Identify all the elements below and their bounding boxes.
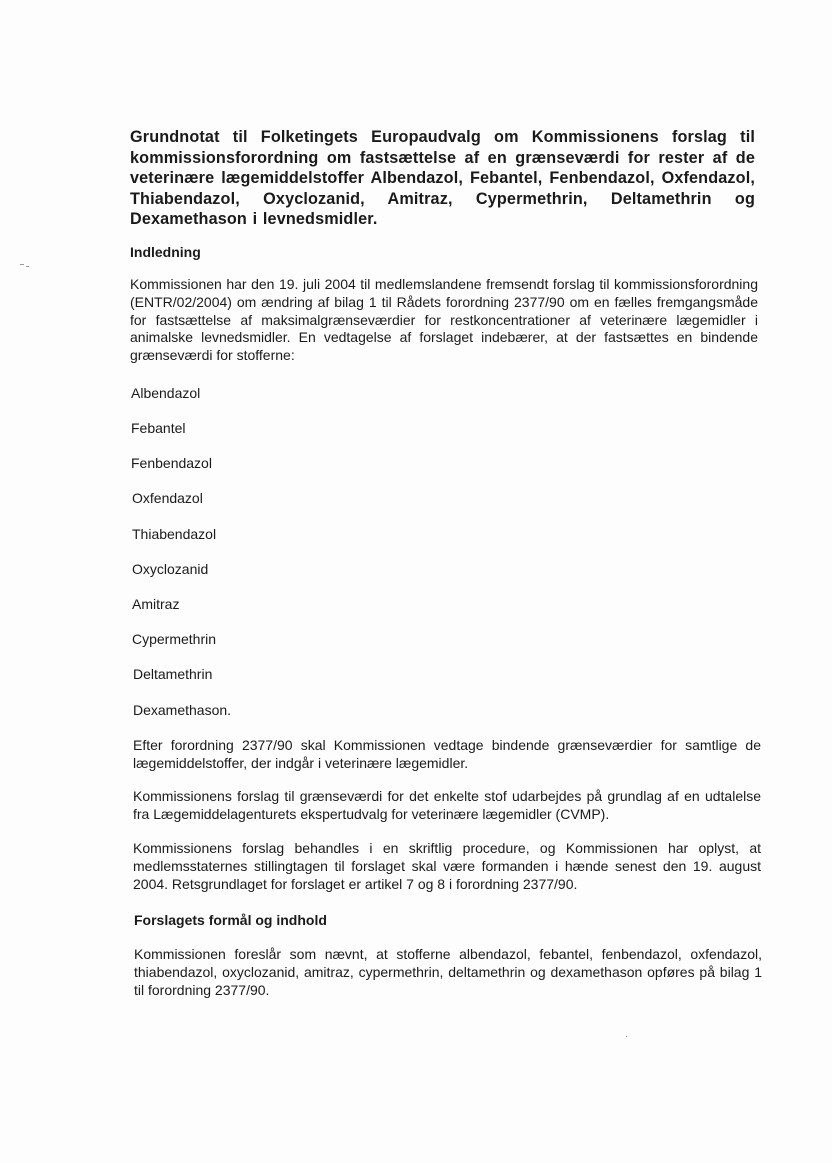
list-item: Dexamethason. (133, 702, 232, 718)
list-item: Fenbendazol (131, 455, 212, 471)
purpose-paragraph: Kommissionen foreslår som nævnt, at stofferne albendazol, febantel, fenbendazol, oxfendazol, thiabendazol, oxyclozanid, amitraz, cypermethrin, deltamethrin og dexamethason opføres på bilag 1 til forordning 2377/90. (134, 946, 762, 998)
paragraph-forordning: Efter forordning 2377/90 skal Kommissionen vedtage bindende grænseværdier for samtlige de lægemiddelstoffer, der indgår i veterinære lægemidler. (133, 737, 761, 771)
intro-paragraph: Kommissionen har den 19. juli 2004 til medlemslandene fremsendt forslag til kommissionsforordning (ENTR/02/2004) om ændring af bilag 1 til Rådets forordning 2377/90 om en fælles fremgangsmåde for fastsættelse af maksimalgrænseværdier for restkoncentrationer af veterinære lægemidler i animalske levnedsmidler. En vedtagelse af forslaget indebærer, at der fastsættes en bindende grænseværdi for stofferne: (130, 276, 758, 364)
list-item: Amitraz (132, 596, 180, 612)
scan-speck (20, 264, 24, 265)
scan-speck (626, 1036, 627, 1037)
paragraph-cvmp: Kommissionens forslag til grænseværdi for det enkelte stof udarbejdes på grundlag af en udtalelse fra Lægemiddelagenturets ekspertudvalg for veterinære lægemidler (CVMP). (133, 788, 761, 822)
list-item: Oxyclozanid (132, 561, 209, 577)
list-item: Deltamethrin (133, 666, 213, 682)
list-item: Oxfendazol (132, 490, 203, 506)
paragraph-procedure: Kommissionens forslag behandles i en skriftlig procedure, og Kommissionen har oplyst, at medlemsstaternes stillingtagen til forslaget skal være formanden i hænde senest den 19. august 2004. Retsgrundlaget for forslaget er artikel 7 og 8 i forordning 2377/90. (133, 840, 761, 892)
list-item: Febantel (131, 420, 186, 436)
list-item: Cypermethrin (132, 631, 217, 647)
section-heading-indledning: Indledning (130, 244, 201, 260)
scan-speck (26, 266, 29, 267)
list-item: Albendazol (131, 385, 201, 401)
list-item: Thiabendazol (132, 526, 217, 542)
section-heading-formaal: Forslagets formål og indhold (134, 912, 327, 928)
document-title: Grundnotat til Folketingets Europaudvalg om Kommissionens forslag til kommissionsforordning om fastsættelse af en grænseværdi for rester af de veterinære lægemiddelstoffer Albendazol, Febantel, Fenbendazol, Oxfendazol, Thiabendazol, Oxyclozanid, Amitraz, Cypermethrin, Deltamethrin og Dexamethason i levnedsmidler. (130, 128, 755, 228)
